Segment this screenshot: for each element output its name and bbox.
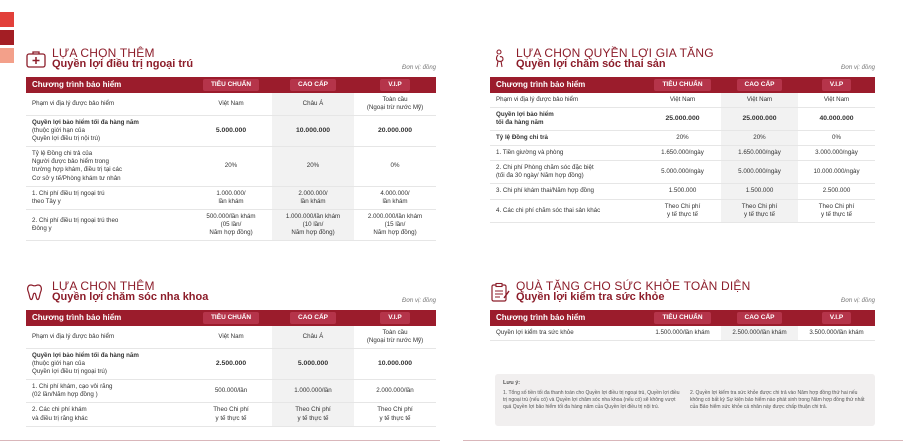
table-row bbox=[490, 199, 875, 222]
note-box bbox=[495, 374, 875, 426]
header-program: Chương trình bảo hiểm bbox=[490, 77, 644, 93]
row-label: Tỷ lệ Đồng chi trả của Người được bảo hiểm trong trường hợp khám, điều trị tại các Cơ sở y tế/Phòng khám tư nhân bbox=[26, 147, 190, 186]
row-value: 25.000.000 bbox=[721, 108, 798, 131]
row-value: Việt Nam bbox=[798, 93, 875, 108]
row-value: 5.000.000 bbox=[190, 116, 272, 147]
row-label: Phạm vi địa lý được bảo hiểm bbox=[490, 93, 644, 108]
header-tier: V.I.P bbox=[354, 77, 436, 93]
row-value: 0% bbox=[354, 147, 436, 186]
first-aid-kit-icon bbox=[26, 49, 46, 69]
section-title: Quyền lợi chăm sóc nha khoa bbox=[52, 291, 209, 303]
row-value: 2.500.000/lần khám bbox=[721, 326, 798, 341]
section-kicker: LỰA CHỌN THÊM bbox=[52, 279, 155, 293]
header-tier: CAO CẤP bbox=[272, 310, 354, 326]
row-value: 5.000.000 bbox=[272, 349, 354, 380]
row-label: Quyền lợi kiểm tra sức khỏe bbox=[490, 326, 644, 341]
header-tier: CAO CẤP bbox=[721, 77, 798, 93]
table-row bbox=[490, 161, 875, 184]
row-value: 2.000.000/lần khám (15 lần/ Năm hợp đồng) bbox=[354, 209, 436, 240]
maternity-table bbox=[490, 77, 875, 223]
row-value: 1.000.000/ lần khám bbox=[190, 186, 272, 209]
header-tier: TIÊU CHUẨN bbox=[190, 310, 272, 326]
row-label: Tỷ lệ Đồng chi trả bbox=[490, 131, 644, 146]
sidebar-color-bars bbox=[0, 12, 14, 66]
dental-section bbox=[26, 278, 436, 427]
table-row bbox=[490, 131, 875, 146]
note-title: Lưu ý: bbox=[503, 380, 521, 386]
table-header-row bbox=[26, 77, 436, 93]
bottom-rule-left bbox=[0, 440, 440, 441]
outpatient-section bbox=[26, 45, 436, 241]
row-value: 1.650.000/ngày bbox=[721, 146, 798, 161]
row-label: Quyền lợi bảo hiểm tối đa hàng năm (thuộc giới hạn của Quyền lợi điều trị nội trú) bbox=[26, 116, 190, 147]
row-value: Theo Chi phí y tế thực tế bbox=[190, 403, 272, 426]
table-row bbox=[26, 209, 436, 240]
row-value: 5.000.000/ngày bbox=[721, 161, 798, 184]
pregnancy-icon bbox=[490, 49, 510, 69]
row-label: 1. Tiền giường và phòng bbox=[490, 146, 644, 161]
row-value: 4.000.000/ lần khám bbox=[354, 186, 436, 209]
header-tier: V.I.P bbox=[354, 310, 436, 326]
section-title: Quyền lợi chăm sóc thai sản bbox=[516, 58, 666, 70]
row-label: 3. Chi phí khám thai/Năm hợp đồng bbox=[490, 184, 644, 199]
checkup-section bbox=[490, 278, 875, 341]
row-value: 25.000.000 bbox=[644, 108, 721, 131]
row-value: 20% bbox=[272, 147, 354, 186]
row-value: 10.000.000/ngày bbox=[798, 161, 875, 184]
row-value: 2.500.000 bbox=[190, 349, 272, 380]
row-value: Theo Chi phí y tế thực tế bbox=[798, 199, 875, 222]
table-row bbox=[490, 146, 875, 161]
note-item-2: 2. Quyền lợi kiểm tra sức khỏe được chi trả vào Năm hợp đồng thứ hai nếu không có bất kỳ Sự kiện bảo hiểm nào phát sinh trong Năm hợp đồng thứ nhất của Bảo hiểm sức khỏe cá nhân này được chấp thuận chi trả. bbox=[690, 390, 865, 410]
row-value: 3.000.000/ngày bbox=[798, 146, 875, 161]
table-row bbox=[26, 93, 436, 116]
row-value: 1.500.000 bbox=[644, 184, 721, 199]
row-label: Quyền lợi bảo hiểm tối đa hàng năm (thuộc giới hạn của Quyền lợi điều trị ngoại trú) bbox=[26, 349, 190, 380]
row-value: 10.000.000 bbox=[354, 349, 436, 380]
table-row bbox=[26, 326, 436, 349]
row-value: 20% bbox=[190, 147, 272, 186]
outpatient-table bbox=[26, 77, 436, 241]
row-value: Việt Nam bbox=[721, 93, 798, 108]
tooth-icon bbox=[26, 282, 46, 302]
row-value: 2.500.000 bbox=[798, 184, 875, 199]
row-value: 3.500.000/lần khám bbox=[798, 326, 875, 341]
row-value: Việt Nam bbox=[190, 93, 272, 116]
row-value: 5.000.000/ngày bbox=[644, 161, 721, 184]
row-value: 20.000.000 bbox=[354, 116, 436, 147]
table-row bbox=[26, 116, 436, 147]
row-value: 2.000.000/ lần khám bbox=[272, 186, 354, 209]
row-value: 20% bbox=[721, 131, 798, 146]
bottom-rule-right bbox=[463, 440, 903, 441]
header-tier: CAO CẤP bbox=[272, 77, 354, 93]
row-value: 20% bbox=[644, 131, 721, 146]
section-kicker: LỰA CHỌN QUYỀN LỢI GIA TĂNG bbox=[516, 46, 714, 60]
row-label: Quyền lợi bảo hiểm tối đa hàng năm bbox=[490, 108, 644, 131]
row-value: Theo Chi phí y tế thực tế bbox=[354, 403, 436, 426]
row-value: Toàn cầu (Ngoại trừ nước Mỹ) bbox=[354, 93, 436, 116]
row-value: 500.000/lần bbox=[190, 380, 272, 403]
unit-label: Đơn vị: đồng bbox=[402, 298, 436, 304]
row-value: 10.000.000 bbox=[272, 116, 354, 147]
row-value: Theo Chi phí y tế thực tế bbox=[272, 403, 354, 426]
row-value: 1.650.000/ngày bbox=[644, 146, 721, 161]
maternity-section bbox=[490, 45, 875, 223]
unit-label: Đơn vị: đồng bbox=[841, 298, 875, 304]
header-program: Chương trình bảo hiểm bbox=[26, 77, 190, 93]
row-label: 4. Các chi phí chăm sóc thai sản khác bbox=[490, 199, 644, 222]
table-row bbox=[490, 184, 875, 199]
header-tier: V.I.P bbox=[798, 77, 875, 93]
table-header-row bbox=[26, 310, 436, 326]
checkup-table bbox=[490, 310, 875, 341]
row-value: Việt Nam bbox=[644, 93, 721, 108]
table-row bbox=[490, 108, 875, 131]
row-label: Phạm vi địa lý được bảo hiểm bbox=[26, 326, 190, 349]
row-value: 1.000.000/lần khám (10 lần/ Năm hợp đồng) bbox=[272, 209, 354, 240]
unit-label: Đơn vị: đồng bbox=[841, 65, 875, 71]
dental-table bbox=[26, 310, 436, 427]
table-row bbox=[26, 349, 436, 380]
row-value: Theo Chi phí y tế thực tế bbox=[721, 199, 798, 222]
clipboard-icon bbox=[490, 282, 510, 302]
row-label: 2. Chi phí điều trị ngoại trú theo Đông y bbox=[26, 209, 190, 240]
table-row bbox=[490, 93, 875, 108]
header-program: Chương trình bảo hiểm bbox=[26, 310, 190, 326]
table-row bbox=[26, 403, 436, 426]
table-row bbox=[26, 147, 436, 186]
table-row bbox=[26, 380, 436, 403]
section-title: Quyền lợi điều trị ngoại trú bbox=[52, 58, 194, 70]
row-value: Châu Á bbox=[272, 93, 354, 116]
bar-top bbox=[0, 12, 14, 27]
row-value: Châu Á bbox=[272, 326, 354, 349]
row-value: 2.000.000/lần bbox=[354, 380, 436, 403]
row-label: Phạm vi địa lý được bảo hiểm bbox=[26, 93, 190, 116]
section-title: Quyền lợi kiểm tra sức khỏe bbox=[516, 291, 665, 303]
note-item-1: 1. Tổng số tiền tối đa thanh toán cho Quyền lợi điều trị ngoại trú, Quyền lợi điều trị ngoại trú (nếu có) và Quyền lợi chăm sóc nha khoa (nếu có) sẽ không vượt quá Quyền lợi bảo hiểm tối đa hàng năm của Quyền lợi điều trị nội trú. bbox=[503, 390, 680, 410]
row-value: Theo Chi phí y tế thực tế bbox=[644, 199, 721, 222]
row-label: 2. Các chi phí khám và điều trị răng khác bbox=[26, 403, 190, 426]
header-tier: CAO CẤP bbox=[721, 310, 798, 326]
row-value: 1.500.000 bbox=[721, 184, 798, 199]
header-tier: TIÊU CHUẨN bbox=[190, 77, 272, 93]
row-value: 40.000.000 bbox=[798, 108, 875, 131]
row-value: 1.000.000/lần bbox=[272, 380, 354, 403]
row-label: 1. Chi phí điều trị ngoại trú theo Tây y bbox=[26, 186, 190, 209]
row-value: 1.500.000/lần khám bbox=[644, 326, 721, 341]
table-header-row bbox=[490, 77, 875, 93]
section-kicker: LỰA CHỌN THÊM bbox=[52, 46, 155, 60]
header-tier: TIÊU CHUẨN bbox=[644, 77, 721, 93]
unit-label: Đơn vị: đồng bbox=[402, 65, 436, 71]
header-tier: V.I.P bbox=[798, 310, 875, 326]
row-value: Toàn cầu (Ngoại trừ nước Mỹ) bbox=[354, 326, 436, 349]
row-value: 0% bbox=[798, 131, 875, 146]
table-row bbox=[26, 186, 436, 209]
row-value: 500.000/lần khám (05 lần/ Năm hợp đồng) bbox=[190, 209, 272, 240]
row-value: Việt Nam bbox=[190, 326, 272, 349]
row-label: 1. Chi phí khám, cạo vôi răng (02 lần/Năm hợp đồng ) bbox=[26, 380, 190, 403]
bar-bottom bbox=[0, 48, 14, 63]
table-row bbox=[490, 326, 875, 341]
table-header-row bbox=[490, 310, 875, 326]
header-program: Chương trình bảo hiểm bbox=[490, 310, 644, 326]
bar-middle bbox=[0, 30, 14, 45]
section-kicker: QUÀ TẶNG CHO SỨC KHỎE TOÀN DIỆN bbox=[516, 279, 751, 293]
header-tier: TIÊU CHUẨN bbox=[644, 310, 721, 326]
row-label: 2. Chi phí Phòng chăm sóc đặc biệt (tối đa 30 ngày/ Năm hợp đồng) bbox=[490, 161, 644, 184]
